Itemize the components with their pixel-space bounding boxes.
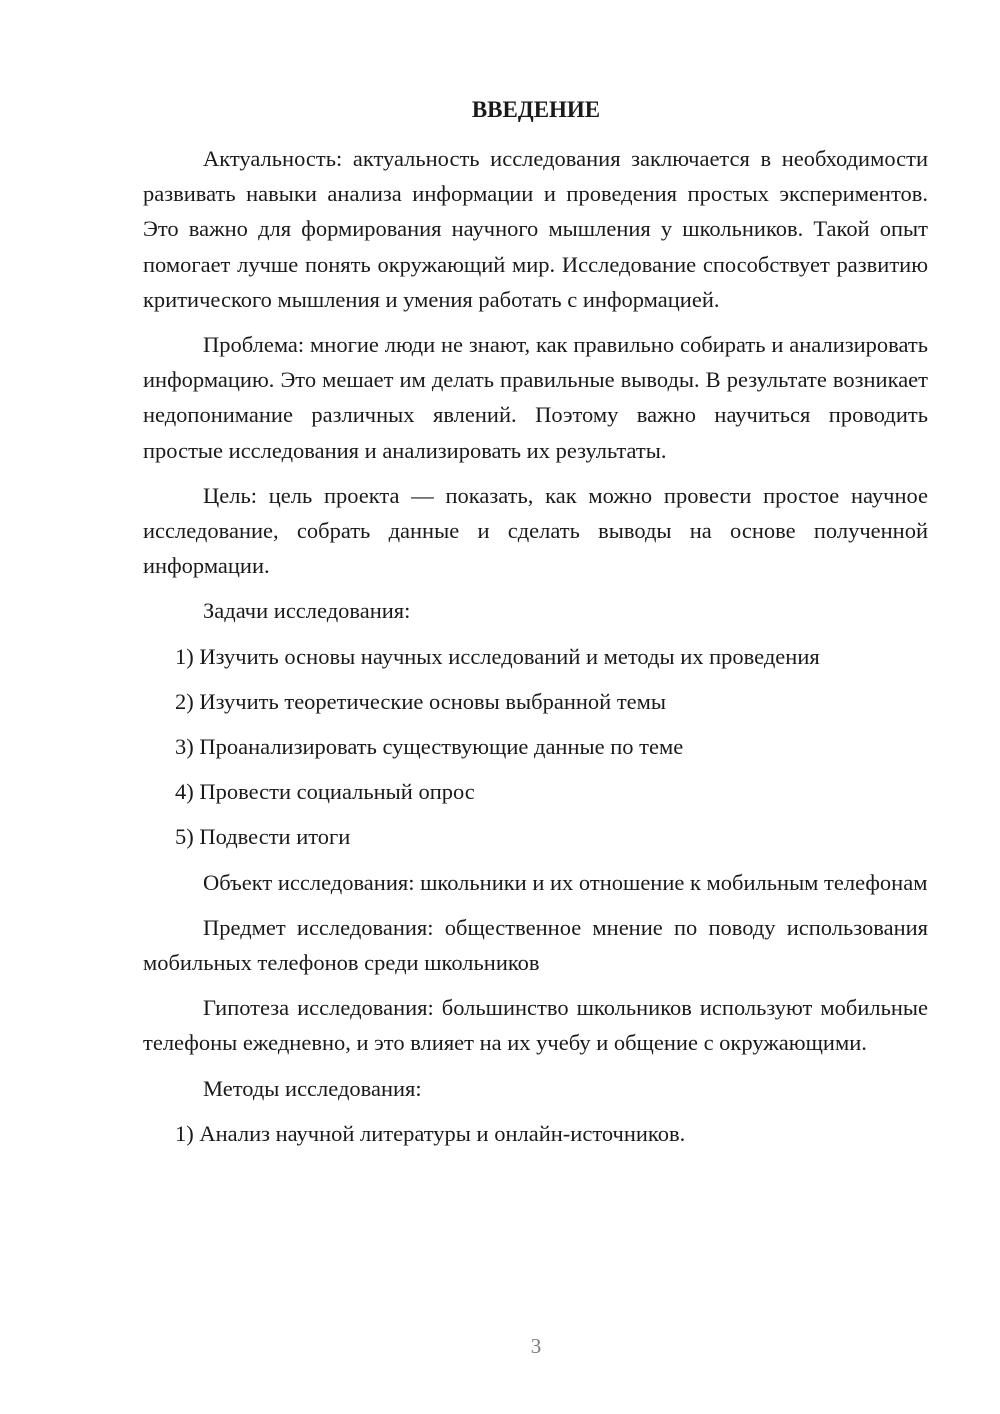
list-item: 4) Провести социальный опрос (175, 779, 475, 805)
paragraph-subject: Предмет исследования: общественное мнение по поводу использования мобильных телефонов среди школьников (143, 914, 928, 976)
list-item: 1) Изучить основы научных исследований и методы их проведения (175, 643, 820, 669)
paragraph-object: Объект исследования: школьники и их отношение к мобильным телефонам (203, 869, 928, 895)
methods-list (143, 1116, 928, 1151)
paragraph-goal: Цель: цель проекта — показать, как можно провести простое научное исследование, собрать данные и сделать выводы на основе полученной информации. (143, 482, 928, 579)
page-title: ВВЕДЕНИЕ (471, 97, 601, 122)
tasks-list (143, 639, 928, 855)
list-item: 1) Анализ научной литературы и онлайн-источников. (175, 1120, 686, 1146)
list-item: 2) Изучить теоретические основы выбранной темы (175, 688, 667, 714)
list-item: 3) Проанализировать существующие данные по теме (175, 734, 684, 760)
paragraph-problem: Проблема: многие люди не знают, как правильно собирать и анализировать информацию. Это мешает им делать правильные выводы. В результате возникает недопонимание различных явлений. Поэтому важно научиться проводить простые исследования и анализировать их результаты. (143, 332, 928, 463)
tasks-heading: Задачи исследования: (203, 598, 411, 624)
methods-heading: Методы исследования: (203, 1075, 422, 1101)
paragraph-hypothesis: Гипотеза исследования: большинство школьников используют мобильные телефоны ежедневно, и это влияет на их учебу и общение с окружающими. (143, 995, 928, 1056)
document-body (143, 141, 928, 1161)
paragraph-relevance: Актуальность: актуальность исследования заключается в необходимости развивать навыки анализа информации и проведения простых экспериментов. Это важно для формирования научного мышления у школьников. Такой опыт помогает лучше понять окружающий мир. Исследование способствует развитию критического мышления и умения работать с информацией. (143, 146, 928, 312)
list-item: 5) Подвести итоги (175, 824, 351, 850)
page-number: 3 (530, 1334, 542, 1358)
